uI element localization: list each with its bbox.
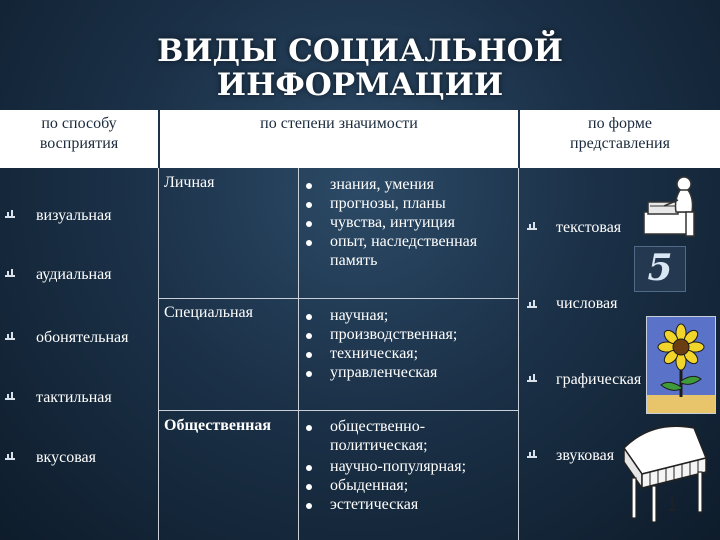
significance-name: Специальная (164, 304, 254, 321)
significance-name: Личная (164, 174, 215, 191)
form-item: числовая (556, 295, 618, 312)
significance-item: научная; (330, 307, 389, 324)
grid-line-v2 (298, 168, 299, 540)
bullet-icon (526, 299, 538, 311)
perception-item: обонятельная (36, 329, 129, 346)
list-dot (306, 333, 312, 339)
slide-title-line2: ИНФОРМАЦИИ (216, 67, 504, 103)
form-item: графическая (556, 371, 642, 388)
header-form-line2: представления (570, 135, 670, 152)
header-perception (0, 110, 158, 168)
perception-item: аудиальная (36, 266, 112, 283)
significance-item: управленческая (330, 364, 438, 381)
significance-item: опыт, наследственная память (330, 233, 478, 269)
significance-item: обыденная; (330, 477, 409, 494)
slide-title-line1: ВИДЫ СОЦИАЛЬНОЙ (157, 33, 563, 69)
list-dot (306, 371, 312, 377)
significance-item: прогнозы, планы (330, 195, 446, 212)
list-dot (306, 352, 312, 358)
header-significance-label: по степени значимости (260, 115, 418, 132)
significance-item: чувства, интуиция (330, 214, 455, 231)
list-dot (306, 314, 312, 320)
bullet-icon (526, 449, 538, 461)
perception-item: вкусовая (36, 449, 97, 466)
number-five-label: 5 (647, 247, 673, 289)
grid-line-v3 (518, 168, 519, 540)
header-significance (160, 110, 518, 168)
list-dot (306, 425, 312, 431)
bullet-icon (4, 268, 16, 280)
header-perception-line2: восприятия (39, 135, 119, 152)
list-dot (306, 221, 312, 227)
bullet-icon (4, 209, 16, 221)
grid-line-v1 (158, 168, 159, 540)
significance-item: производственная; (330, 326, 458, 343)
header-form (520, 110, 720, 168)
bullet-icon (526, 373, 538, 385)
perception-item: тактильная (36, 389, 112, 406)
list-dot (306, 484, 312, 490)
sunflower-clipart-icon (646, 316, 716, 414)
bullet-icon (4, 451, 16, 463)
list-dot (306, 465, 312, 471)
perception-item: визуальная (36, 207, 112, 224)
typist-clipart-icon (640, 172, 700, 242)
list-dot (306, 240, 312, 246)
form-item: звуковая (556, 447, 615, 464)
form-item: текстовая (556, 219, 622, 236)
significance-item: знания, умения (330, 176, 434, 193)
significance-item: научно-популярная; (330, 458, 467, 475)
number-five-clipart-icon (634, 246, 686, 292)
grid-line-h1 (158, 298, 518, 299)
bullet-icon (4, 331, 16, 343)
header-form-line1: по форме (588, 115, 652, 132)
significance-item: техническая; (330, 345, 419, 362)
list-dot (306, 202, 312, 208)
piano-clipart-icon (612, 418, 712, 528)
grid-line-h2 (158, 410, 518, 411)
list-dot (306, 183, 312, 189)
bullet-icon (4, 391, 16, 403)
significance-item: эстетическая (330, 496, 419, 513)
bullet-icon (526, 221, 538, 233)
header-perception-line1: по способу (41, 115, 117, 132)
list-dot (306, 503, 312, 509)
significance-name: Общественная (164, 417, 272, 434)
significance-item: общественно-политическая; (330, 418, 428, 454)
